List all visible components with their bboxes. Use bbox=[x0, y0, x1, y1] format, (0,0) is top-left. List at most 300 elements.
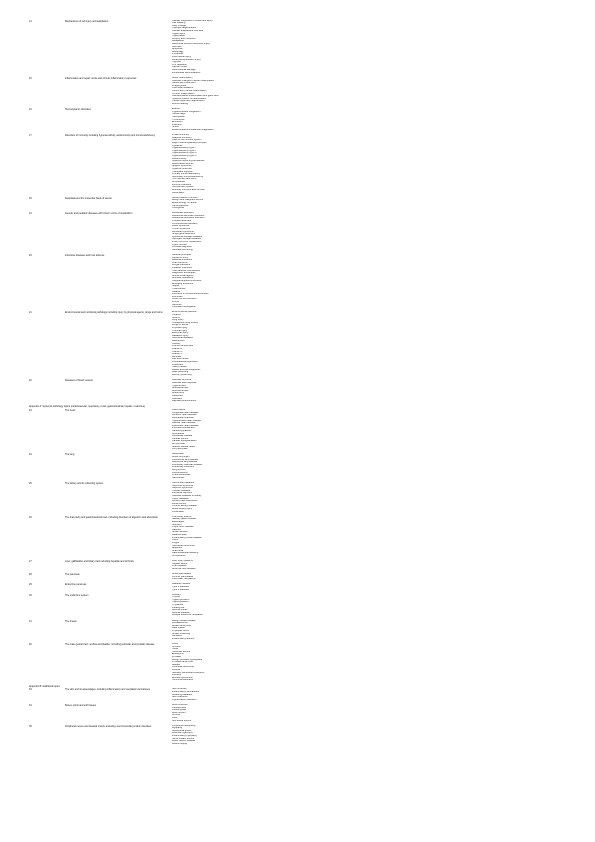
entry-rheumatoid-arthritis: Rheumatoid arthritis bbox=[172, 162, 194, 165]
entry-mendelian-disorders: Mendelian disorders bbox=[172, 212, 194, 215]
group-title: The heart bbox=[65, 409, 76, 413]
entry-list bbox=[172, 560, 332, 570]
entry-prostate: Prostate bbox=[172, 655, 181, 658]
entry-liver-injury-patterns: Liver injury patterns bbox=[172, 560, 193, 563]
entry-nutritional-diseases: Nutritional diseases bbox=[172, 337, 193, 340]
entry-disseminated-intravascular-coagulation: Disseminated intravascular coagulation bbox=[172, 129, 214, 131]
entry-therapeutic-drug-toxicity: Therapeutic drug toxicity bbox=[172, 321, 199, 324]
entry-wound-healing: Wound healing bbox=[172, 103, 188, 105]
entry-myasthenia-gravis: Myasthenia gravis bbox=[172, 729, 192, 732]
entry-viral-infections: Viral infections bbox=[172, 261, 188, 264]
entry-chronic-inflammation: Chronic inflammation bbox=[172, 92, 195, 95]
group-number: 16 bbox=[29, 108, 32, 112]
entry-parasitic-infections: Parasitic infections bbox=[172, 267, 192, 270]
entry-bone-tumors: Bone tumors bbox=[172, 711, 186, 714]
entry-autophagy: Autophagy bbox=[172, 50, 184, 53]
entry-adrenal-medulla: Adrenal medulla bbox=[172, 611, 190, 614]
entry-hyperthyroidism: Hyperthyroidism bbox=[172, 598, 190, 601]
entry-turner-syndrome: Turner syndrome bbox=[172, 227, 191, 230]
entry-male-breast: Male breast bbox=[172, 627, 185, 630]
entry-list bbox=[172, 594, 332, 617]
entry-leukocyte-recruitment: Leukocyte recruitment bbox=[172, 82, 196, 85]
group-number: 35 bbox=[29, 724, 32, 728]
entry-hypoxia: Hypoxia bbox=[172, 61, 181, 64]
group-number: 20 bbox=[29, 253, 32, 257]
entry-pericardial-disease: Pericardial disease bbox=[172, 435, 193, 438]
group-title: The kidney and its collecting system bbox=[65, 482, 104, 485]
entry-colorectal-carcinoma: Colorectal carcinoma bbox=[172, 544, 195, 547]
entry-heavy-metals: Heavy metals bbox=[172, 366, 187, 369]
entry-muscle-biopsy: Muscle biopsy bbox=[172, 742, 188, 745]
entry-list bbox=[172, 212, 332, 251]
entry-antibody-structure-and-function: Antibody structure and function bbox=[172, 188, 205, 191]
entry-infarction: Infarction bbox=[172, 123, 182, 126]
group-title: The lung bbox=[65, 453, 75, 457]
entry-inborn-errors-of-metabolism: Inborn errors of metabolism bbox=[172, 240, 202, 243]
entry-congenital-heart-disease: Congenital heart disease bbox=[172, 411, 199, 414]
group-number: 17 bbox=[29, 134, 32, 138]
entry-hypersensitivity-type-i: Hypersensitivity type I bbox=[172, 147, 196, 150]
entry-list bbox=[172, 197, 332, 210]
entry-nephritic-syndrome: Nephritic syndrome bbox=[172, 487, 193, 490]
entry-occupational-exposures: Occupational exposures bbox=[172, 360, 198, 363]
entry-antimicrobial-agents: Antimicrobial agents bbox=[172, 274, 194, 277]
entry-motor-neuron-disease: Motor neuron disease bbox=[172, 740, 196, 743]
entry-atp-depletion: ATP depletion bbox=[172, 63, 187, 66]
entry-granulomatous-inflammation-and-giant-cel: Granulomatous inflammation and giant cells bbox=[172, 95, 219, 98]
entry-oral-cavity-lesions: Oral cavity lesions bbox=[172, 515, 192, 518]
entry-hepatic-failure: Hepatic failure bbox=[172, 562, 188, 565]
entry-single-gene-disorders: Single gene disorders bbox=[172, 233, 196, 236]
entry-hypertension: Hypertension bbox=[172, 384, 187, 387]
entry-infective-endocarditis: Infective endocarditis bbox=[172, 427, 195, 430]
entry-atelectasis: Atelectasis bbox=[172, 453, 184, 456]
entry-epidemiology-of-cancer: Epidemiology of cancer bbox=[172, 201, 197, 204]
group-title: Genetic and pediatric diseases with inborn errors of metabolism bbox=[65, 212, 133, 216]
entry-apoptosis: Apoptosis bbox=[172, 48, 183, 51]
entry-glycogen-storage-diseases: Glycogen storage diseases bbox=[172, 238, 201, 241]
entry-restrictive-lung-disease: Restrictive lung disease bbox=[172, 461, 198, 464]
entry-arthritis: Arthritis bbox=[172, 714, 181, 717]
group-title: Neoplasia and the molecular basis of cancer bbox=[65, 196, 113, 200]
entry-cells-of-the-immune-system: Cells of the immune system bbox=[172, 139, 202, 142]
entry-list bbox=[172, 688, 332, 701]
entry-cell-swelling: Cell swelling bbox=[172, 22, 186, 25]
entry-urethra: Urethra bbox=[172, 668, 180, 671]
entry-environmental-pollution: Environmental pollution bbox=[172, 311, 197, 314]
entry-infections-in-immunocompromised: Infections in immunocompromised bbox=[172, 293, 209, 296]
entry-myocarditis: Myocarditis bbox=[172, 432, 185, 435]
entry-gastrointestinal-bleeding: Gastrointestinal bleeding bbox=[172, 552, 199, 555]
entry-atherosclerosis: Atherosclerosis bbox=[172, 389, 189, 392]
entry-vitamin-a: Vitamin A bbox=[172, 347, 183, 350]
section-heading: Appendix A: Systemic pathology topics (cardiovascular, respiratory, renal, gastrointestinal, hepatic, endocrine) bbox=[29, 405, 145, 409]
entry-benign-prostatic-hyperplasia: Benign prostatic hyperplasia bbox=[172, 658, 203, 661]
entry-nephrotic-syndrome: Nephrotic syndrome bbox=[172, 484, 194, 487]
entry-gout: Gout bbox=[172, 716, 178, 719]
entry-inflammatory-lesions: Inflammatory lesions bbox=[172, 637, 194, 640]
group-number: 18 bbox=[29, 196, 32, 200]
entry-list bbox=[172, 704, 332, 722]
group-title: Hemodynamic disorders bbox=[65, 108, 91, 112]
group-number: 21 bbox=[29, 311, 32, 315]
group-title: Environmental and nutritional pathology including injury by physical agents, drugs and toxins bbox=[65, 311, 163, 315]
entry-cardiac-transplantation: Cardiac transplantation bbox=[172, 440, 197, 443]
entry-outbreak-investigation: Outbreak investigation bbox=[172, 306, 196, 309]
entry-primary-immunodeficiency: Primary immunodeficiency bbox=[172, 173, 201, 176]
entry-skin-infections: Skin infections bbox=[172, 696, 188, 699]
entry-zoonoses: Zoonoses bbox=[172, 295, 183, 298]
entry-myocardial-infarction: Myocardial infarction bbox=[172, 416, 194, 419]
entry-hypertrophy: Hypertrophy bbox=[172, 32, 186, 35]
entry-pigmentation-disorders: Pigmentation disorders bbox=[172, 698, 197, 701]
entry-vasculitis: Vasculitis bbox=[172, 397, 182, 400]
entry-calcium-influx: Calcium influx bbox=[172, 66, 187, 69]
entry-bladder: Bladder bbox=[172, 663, 181, 666]
entry-hospital-acquired-infections: Hospital acquired infections bbox=[172, 280, 202, 283]
entry-renal-tumors: Renal tumors bbox=[172, 502, 187, 505]
entry-polyps: Polyps bbox=[172, 541, 180, 544]
entry-cytokines: Cytokines bbox=[172, 144, 183, 147]
group-title: The pancreas bbox=[65, 573, 80, 577]
entry-complement-system: Complement system bbox=[172, 186, 194, 189]
entry-cellular-responses-to-stress-and-injury: Cellular responses to stress and injury bbox=[172, 19, 213, 22]
entry-anal-canal: Anal canal bbox=[172, 549, 184, 552]
entry-diagnostic-techniques: Diagnostic techniques bbox=[172, 272, 196, 275]
entry-malnutrition: Malnutrition bbox=[172, 340, 185, 343]
group-title: The endocrine system bbox=[65, 593, 89, 597]
entry-chromosomal-disorders: Chromosomal disorders bbox=[172, 222, 198, 225]
entry-sarcoidosis: Sarcoidosis bbox=[172, 476, 185, 479]
entry-valvular-heart-disease: Valvular heart disease bbox=[172, 422, 196, 425]
entry-testicular-tumors: Testicular tumors bbox=[172, 650, 191, 653]
entry-cellular-adaptations-overview: Cellular adaptations overview bbox=[172, 29, 204, 32]
entry-systemic-sclerosis: Systemic sclerosis bbox=[172, 168, 192, 171]
entry-vaccination: Vaccination bbox=[172, 191, 185, 194]
group-title: Liver, gallbladder and biliary tract including hepatitis and cirrhosis bbox=[65, 560, 134, 564]
group-number: 28 bbox=[29, 573, 32, 577]
entry-peripheral-neuropathy: Peripheral neuropathy bbox=[172, 724, 196, 727]
entry-lysosomal-storage-diseases: Lysosomal storage diseases bbox=[172, 235, 203, 238]
entry-general-principles: General principles bbox=[172, 253, 192, 256]
entry-list bbox=[172, 409, 332, 451]
entry-sexually-transmitted-infections: Sexually transmitted infections bbox=[172, 671, 205, 674]
entry-vitamin-deficiencies: Vitamin deficiencies bbox=[172, 345, 194, 348]
group-number: 27 bbox=[29, 560, 32, 564]
entry-klinefelter-syndrome: Klinefelter syndrome bbox=[172, 230, 194, 233]
entry-hyperplasia: Hyperplasia bbox=[172, 35, 185, 38]
entry-metals-and-carcinogenesis: Metals and carcinogenesis bbox=[172, 368, 201, 371]
group-number: 23 bbox=[29, 409, 32, 413]
entry-list bbox=[172, 516, 332, 558]
entry-pulmonary-vascular-disease: Pulmonary vascular disease bbox=[172, 463, 202, 466]
entry-systemic-effects-of-inflammation: Systemic effects of inflammation bbox=[172, 97, 207, 100]
group-number: 24 bbox=[29, 453, 32, 457]
group-number: 34 bbox=[29, 703, 32, 707]
entry-blistering-diseases: Blistering diseases bbox=[172, 693, 192, 696]
entry-arteriosclerosis: Arteriosclerosis bbox=[172, 387, 189, 390]
entry-pulmonary-infections: Pulmonary infections bbox=[172, 466, 195, 469]
entry-salivary-gland-disease: Salivary gland disease bbox=[172, 518, 196, 521]
entry-shock: Shock bbox=[172, 126, 179, 129]
entry-sudden-cardiac-death: Sudden cardiac death bbox=[172, 445, 196, 448]
entry-transplant-rejection: Transplant rejection bbox=[172, 170, 193, 173]
entry-urothelial-carcinoma: Urothelial carcinoma bbox=[172, 666, 194, 669]
entry-host-defense-mechanisms: Host defense mechanisms bbox=[172, 269, 201, 272]
entry-pyroptosis: Pyroptosis bbox=[172, 53, 184, 56]
entry-small-intestine: Small intestine bbox=[172, 531, 188, 534]
entry-outcomes-of-acute-inflammation: Outcomes of acute inflammation bbox=[172, 89, 207, 92]
entry-bacterial-infections: Bacterial infections bbox=[172, 259, 193, 262]
entry-hemorrhage: Hemorrhage bbox=[172, 113, 186, 116]
entry-innate-immunity: Innate immunity bbox=[172, 134, 189, 137]
group-number: 26 bbox=[29, 515, 32, 519]
entry-hypertensive-heart-disease: Hypertensive heart disease bbox=[172, 419, 201, 422]
entry-ischemia-reperfusion-injury: Ischemia-reperfusion injury bbox=[172, 58, 201, 61]
entry-list bbox=[172, 379, 332, 402]
entry-down-syndrome: Down syndrome bbox=[172, 225, 190, 228]
entry-benign-and-malignant-tumors: Benign and malignant tumors bbox=[172, 199, 204, 202]
entry-neonatal-screening: Neonatal screening bbox=[172, 248, 193, 251]
group-number: 31 bbox=[29, 619, 32, 623]
entry-vitamin-c: Vitamin C bbox=[172, 353, 183, 356]
entry-atrophy-and-involution: Atrophy and involution bbox=[172, 37, 196, 40]
entry-cystic-fibrosis: Cystic fibrosis bbox=[172, 243, 187, 246]
entry-scrotum: Scrotum bbox=[172, 645, 181, 648]
entry-necrosis: Necrosis bbox=[172, 45, 182, 48]
entry-urolithiasis: Urolithiasis bbox=[172, 510, 184, 513]
entry-vascular-wall-response: Vascular wall response bbox=[172, 381, 197, 384]
entry-adaptive-immunity: Adaptive immunity bbox=[172, 136, 192, 139]
entry-rheumatic-heart-disease: Rheumatic heart disease bbox=[172, 424, 199, 427]
entry-prostate-carcinoma: Prostate carcinoma bbox=[172, 661, 193, 664]
entry-bone-structure: Bone structure bbox=[172, 703, 188, 706]
entry-esophagus: Esophagus bbox=[172, 521, 184, 524]
entry-hiv-infection-and-aids: HIV infection and AIDS bbox=[172, 178, 197, 181]
entry-hypersensitivity-type-iv: Hypersensitivity type IV bbox=[172, 154, 197, 157]
entry-breast-screening: Breast screening bbox=[172, 632, 190, 635]
group-title: The skin and its appendages, including inflammatory and neoplastic dermatoses bbox=[65, 688, 150, 692]
entry-hypersensitivity-type-ii: Hypersensitivity type II bbox=[172, 149, 196, 152]
group-title: The breast bbox=[65, 619, 77, 623]
group-number: 25 bbox=[29, 482, 32, 485]
entry-benign-breast-disease: Benign breast disease bbox=[172, 619, 196, 622]
entry-systemic-lupus-erythematosus: Systemic lupus erythematosus bbox=[172, 160, 205, 163]
entry-erectile-dysfunction: Erectile dysfunction bbox=[172, 676, 193, 679]
group-title: Inflammation and repair: acute and chronic inflammatory responses bbox=[65, 76, 137, 80]
group-number: 32 bbox=[29, 642, 32, 646]
entry-autosomal-dominant-disorders: Autosomal dominant disorders bbox=[172, 214, 205, 217]
entry-physical-injury: Physical injury bbox=[172, 327, 188, 330]
entry-inflammatory-myopathy: Inflammatory myopathy bbox=[172, 735, 197, 738]
entry-cor-pulmonale: Cor pulmonale bbox=[172, 448, 188, 451]
entry-testis: Testis bbox=[172, 648, 179, 651]
entry-acute-pancreatitis: Acute pancreatitis bbox=[172, 573, 192, 576]
entry-list bbox=[172, 573, 332, 581]
group-title: Diseases of blood vessels bbox=[65, 379, 93, 383]
entry-type-1-diabetes: Type 1 diabetes bbox=[172, 585, 189, 588]
entry-embolism: Embolism bbox=[172, 121, 183, 124]
entry-vascular-changes-in-acute-inflammation: Vascular changes in acute inflammation bbox=[172, 79, 215, 82]
group-title: Disorders of immunity including hypersensitivity, autoimmunity and immunodeficiency bbox=[65, 134, 156, 138]
entry-cardiomyopathies: Cardiomyopathies bbox=[172, 429, 192, 432]
entry-adrenal-cortex: Adrenal cortex bbox=[172, 609, 188, 612]
entry-pesticides: Pesticides bbox=[172, 363, 183, 366]
entry-pituitary: Pituitary bbox=[172, 593, 181, 596]
group-title: The oral cavity and gastrointestinal tract, including disorders of digestion and absorption bbox=[65, 515, 158, 519]
entry-hydropic-degeneration: Hydropic degeneration bbox=[172, 27, 197, 30]
entry-inflammatory-bowel-disease: Inflammatory bowel disease bbox=[172, 536, 202, 539]
entry-diabetes-mellitus: Diabetes mellitus bbox=[172, 583, 191, 586]
entry-multiple-endocrine-neoplasia: Multiple endocrine neoplasia bbox=[172, 614, 203, 617]
entry-breast-carcinoma: Breast carcinoma bbox=[172, 624, 191, 627]
entry-alcoholic-liver-disease: Alcoholic liver disease bbox=[172, 567, 196, 570]
entry-cardiac-tumors: Cardiac tumors bbox=[172, 437, 189, 440]
entry-diet-and-cancer: Diet and cancer bbox=[172, 358, 189, 361]
entry-pancreatic-neoplasms: Pancreatic neoplasms bbox=[172, 578, 196, 581]
entry-dissection: Dissection bbox=[172, 394, 184, 397]
entry-autoimmunity: Autoimmunity bbox=[172, 157, 187, 160]
entry-vaccines: Vaccines bbox=[172, 303, 182, 306]
entry-sepsis: Sepsis bbox=[172, 285, 180, 288]
entry-thermal-injury: Thermal injury bbox=[172, 329, 188, 332]
entry-list bbox=[172, 725, 332, 746]
entry-x-linked-disorders: X-linked disorders bbox=[172, 220, 192, 223]
entry-hemostasis: Hemostasis bbox=[172, 115, 185, 118]
entry-antibiotic-resistance: Antibiotic resistance bbox=[172, 277, 194, 280]
entry-list bbox=[172, 643, 332, 682]
entry-tuberculosis: Tuberculosis bbox=[172, 287, 186, 290]
entry-radiation-injury: Radiation injury bbox=[172, 334, 189, 337]
entry-secondary-immunodeficiency: Secondary immunodeficiency bbox=[172, 175, 204, 178]
entry-fatty-change: Fatty change bbox=[172, 24, 186, 27]
group-title: Bones, joints and soft tissues bbox=[65, 703, 96, 707]
entry-tobacco: Tobacco bbox=[172, 314, 181, 316]
entry-routes-of-entry: Routes of entry bbox=[172, 256, 189, 259]
entry-penis: Penis bbox=[172, 642, 178, 645]
entry-peptic-ulcer-disease: Peptic ulcer disease bbox=[172, 526, 194, 529]
group-title: Infectious diseases and host defense bbox=[65, 253, 105, 257]
entry-lead-poisoning: Lead poisoning bbox=[172, 371, 189, 374]
entry-amyloidosis: Amyloidosis bbox=[172, 181, 185, 184]
entry-vascular-structure: Vascular structure bbox=[172, 379, 192, 382]
entry-free-radical-injury: Free radical injury bbox=[172, 56, 191, 59]
entry-acute-inflammation: Acute inflammation bbox=[172, 76, 193, 79]
entry-list bbox=[172, 453, 332, 479]
entry-list bbox=[172, 108, 332, 131]
entry-autosomal-recessive-disorders: Autosomal recessive disorders bbox=[172, 217, 205, 220]
entry-mercury-poisoning: Mercury poisoning bbox=[172, 374, 192, 377]
entry-acute-kidney-injury: Acute kidney injury bbox=[172, 508, 193, 511]
entry-appendix: Appendix bbox=[172, 547, 182, 550]
group-title: Endocrine pancreas bbox=[65, 583, 87, 587]
entry-list bbox=[172, 311, 332, 376]
entry-aneurysms: Aneurysms bbox=[172, 392, 184, 395]
entry-soft-tissue-tumors: Soft tissue tumors bbox=[172, 719, 192, 722]
entry-edema: Edema bbox=[172, 108, 180, 111]
entry-immune-tolerance: Immune tolerance bbox=[172, 183, 192, 186]
entry-prions: Prions bbox=[172, 300, 179, 303]
entry-list bbox=[172, 77, 332, 106]
entry-nerve-sheath-tumors: Nerve sheath tumors bbox=[172, 737, 195, 740]
entry-fibroadenoma: Fibroadenoma bbox=[172, 622, 188, 625]
entry-gastritis: Gastritis bbox=[172, 528, 181, 531]
group-number: 14 bbox=[29, 19, 32, 23]
group-title: Mechanisms of cell injury and adaptation bbox=[65, 19, 109, 23]
entry-vitamin-d: Vitamin D bbox=[172, 350, 183, 353]
entry-thyroiditis: Thyroiditis bbox=[172, 603, 183, 606]
section-heading: Appendix B: Additional topics bbox=[29, 684, 60, 688]
group-number: 33 bbox=[29, 688, 32, 692]
entry-intracellular-accumulations: Intracellular accumulations bbox=[172, 71, 201, 74]
entry-muscular-dystrophy: Muscular dystrophy bbox=[172, 732, 193, 735]
entry-inflammatory-dermatoses: Inflammatory dermatoses bbox=[172, 691, 199, 693]
entry-heart-failure: Heart failure bbox=[172, 409, 186, 412]
entry-arrhythmias: Arrhythmias bbox=[172, 443, 185, 445]
entry-obstructive-lung-disease: Obstructive lung disease bbox=[172, 458, 199, 461]
entry-list bbox=[172, 20, 332, 75]
entry-pleural-lesions: Pleural lesions bbox=[172, 471, 188, 474]
entry-hormonal-disorders: Hormonal disorders bbox=[172, 679, 193, 682]
entry-major-histocompatibility-complex: Major histocompatibility complex bbox=[172, 141, 207, 144]
entry-tubular-diseases: Tubular diseases bbox=[172, 489, 191, 492]
entry-emerging-infections: Emerging infections bbox=[172, 282, 193, 285]
entry-phyllodes-tumor: Phyllodes tumor bbox=[172, 629, 190, 632]
entry-lung-tumors: Lung tumors bbox=[172, 469, 186, 472]
group-number: 19 bbox=[29, 212, 32, 216]
entry-viral-hepatitis: Viral hepatitis bbox=[172, 565, 187, 568]
entry-chemical-mediators: Chemical mediators bbox=[172, 87, 194, 90]
entry-glomerular-diseases: Glomerular diseases bbox=[172, 482, 194, 484]
entry-carcinogenesis: Carcinogenesis bbox=[172, 204, 189, 207]
entry-fungal-infections: Fungal infections bbox=[172, 264, 191, 267]
group-number: 29 bbox=[29, 583, 32, 587]
group-title: The male genital tract, urethra and bladder, including testicular and prostatic disease bbox=[65, 642, 155, 646]
entry-stomach: Stomach bbox=[172, 523, 182, 526]
entry-infertility: Infertility bbox=[172, 674, 181, 677]
entry-tissue-repair-and-regeneration: Tissue repair and regeneration bbox=[172, 100, 205, 103]
group-title: Peripheral nerves and skeletal muscle including neuromuscular junction disorders bbox=[65, 724, 152, 728]
entry-hyperemia-and-congestion: Hyperemia and congestion bbox=[172, 110, 201, 113]
entry-lactation: Lactation bbox=[172, 635, 182, 638]
entry-list bbox=[172, 134, 332, 194]
entry-epididymis: Epididymis bbox=[172, 653, 184, 656]
entry-obesity: Obesity bbox=[172, 342, 181, 345]
entry-interstitial-nephritis: Interstitial nephritis bbox=[172, 492, 192, 495]
entry-parathyroid: Parathyroid bbox=[172, 606, 185, 609]
entry-vector-borne-infections: Vector borne infections bbox=[172, 298, 197, 301]
group-number: 15 bbox=[29, 76, 32, 80]
entry-list bbox=[172, 254, 332, 309]
entry-chronic-pancreatitis: Chronic pancreatitis bbox=[172, 575, 194, 578]
entry-pneumoconioses: Pneumoconioses bbox=[172, 474, 191, 477]
entry-cystic-diseases: Cystic diseases bbox=[172, 497, 189, 500]
entry-reversible-versus-irreversible-injury: Reversible versus irreversible injury bbox=[172, 42, 210, 45]
entry-ischemic-heart-disease: Ischemic heart disease bbox=[172, 414, 197, 417]
entry-minerals: Minerals bbox=[172, 355, 182, 358]
entry-mitochondrial-damage: Mitochondrial damage bbox=[172, 69, 196, 72]
entry-myopathy: Myopathy bbox=[172, 727, 183, 730]
entry-malabsorption: Malabsorption bbox=[172, 534, 188, 537]
entry-drug-injury: Drug injury bbox=[172, 319, 184, 322]
entry-sjogren-syndrome: Sjogren syndrome bbox=[172, 165, 192, 168]
entry-phagocytosis: Phagocytosis bbox=[172, 84, 187, 87]
entry-thyroid: Thyroid bbox=[172, 596, 180, 599]
entry-drugs-of-abuse: Drugs of abuse bbox=[172, 324, 189, 327]
entry-urinary-tract-obstruction: Urinary tract obstruction bbox=[172, 500, 198, 503]
entry-chronic-kidney-disease: Chronic kidney disease bbox=[172, 505, 197, 508]
entry-oncogenes: Oncogenes bbox=[172, 207, 185, 210]
